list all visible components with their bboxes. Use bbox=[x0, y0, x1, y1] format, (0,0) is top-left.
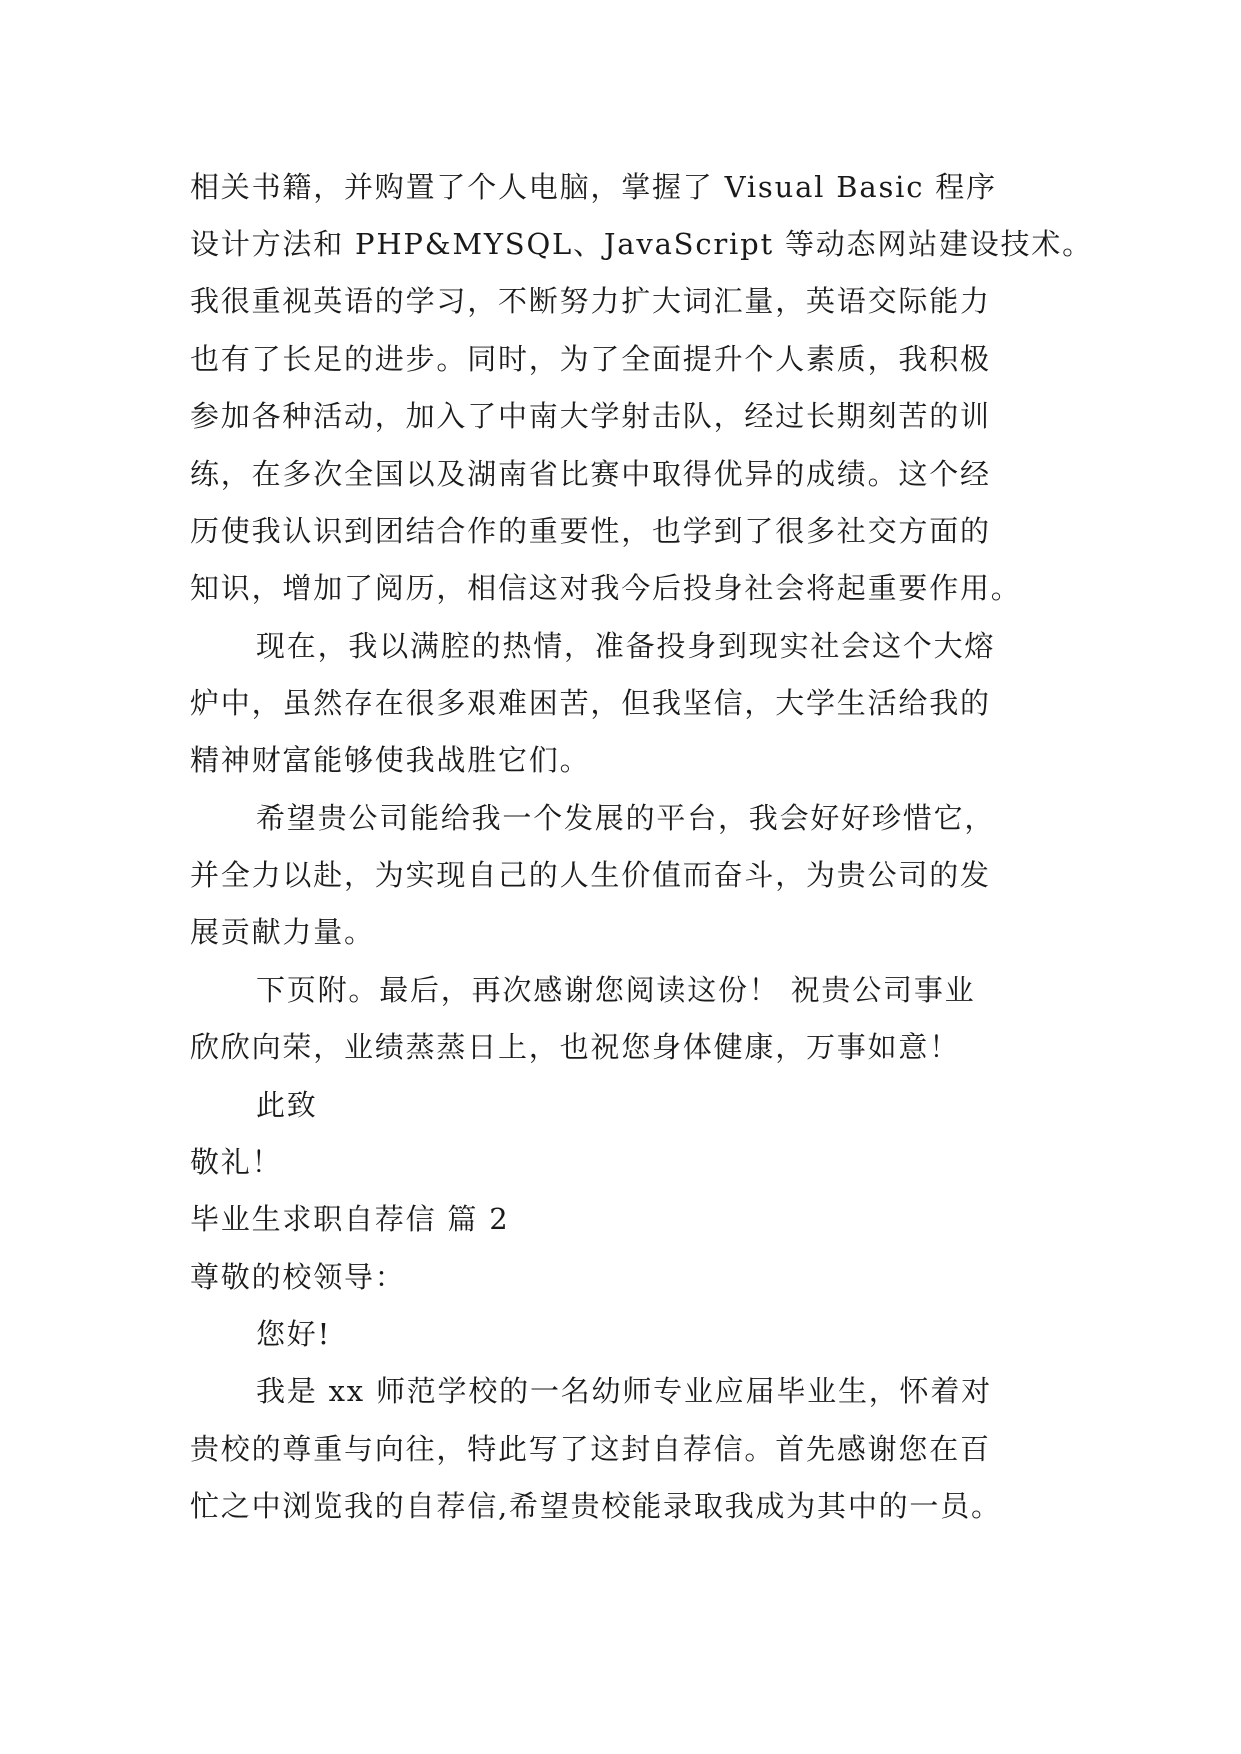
paragraph-start-line: 希望贵公司能给我一个发展的平台，我会好好珍惜它， bbox=[256, 801, 996, 835]
body-text-line: 也有了长足的进步。同时，为了全面提升个人素质，我积极 bbox=[190, 342, 991, 376]
paragraph-start-line: 现在，我以满腔的热情，准备投身到现实社会这个大熔 bbox=[256, 629, 996, 663]
letter-greeting-recipient: 尊敬的校领导： bbox=[190, 1260, 406, 1294]
paragraph-start-line: 我是 xx 师范学校的一名幼师专业应届毕业生，怀着对 bbox=[256, 1374, 992, 1408]
body-text-line: 我很重视英语的学习，不断努力扩大词汇量，英语交际能力 bbox=[190, 284, 991, 318]
section-heading: 毕业生求职自荐信 篇 2 bbox=[190, 1202, 510, 1236]
closing-salutation: 此致 bbox=[256, 1088, 318, 1122]
body-text-line: 练，在多次全国以及湖南省比赛中取得优异的成绩。这个经 bbox=[190, 457, 991, 491]
letter-greeting: 您好! bbox=[256, 1317, 332, 1351]
body-text-line: 忙之中浏览我的自荐信,希望贵校能录取我成为其中的一员。 bbox=[190, 1489, 1002, 1523]
body-text-line: 历使我认识到团结合作的重要性，也学到了很多社交方面的 bbox=[190, 514, 991, 548]
body-text-line: 并全力以赴，为实现自己的人生价值而奋斗，为贵公司的发 bbox=[190, 858, 991, 892]
body-text-line: 知识，增加了阅历，相信这对我今后投身社会将起重要作用。 bbox=[190, 571, 1022, 605]
body-text-line: 贵校的尊重与向往，特此写了这封自荐信。首先感谢您在百 bbox=[190, 1432, 991, 1466]
closing-regards: 敬礼！ bbox=[190, 1145, 283, 1179]
body-text-line: 设计方法和 PHP&MYSQL、JavaScript 等动态网站建设技术。 bbox=[190, 227, 1093, 261]
body-text-line: 展贡献力量。 bbox=[190, 915, 375, 949]
body-text-line: 欣欣向荣，业绩蒸蒸日上，也祝您身体健康，万事如意！ bbox=[190, 1030, 961, 1064]
paragraph-start-line: 下页附。最后，再次感谢您阅读这份！ 祝贵公司事业 bbox=[256, 973, 976, 1007]
body-text-line: 参加各种活动，加入了中南大学射击队，经过长期刻苦的训 bbox=[190, 399, 991, 433]
body-text-line: 相关书籍，并购置了个人电脑，掌握了 Visual Basic 程序 bbox=[190, 170, 997, 204]
body-text-line: 精神财富能够使我战胜它们。 bbox=[190, 743, 591, 777]
body-text-line: 炉中，虽然存在很多艰难困苦，但我坚信，大学生活给我的 bbox=[190, 686, 991, 720]
